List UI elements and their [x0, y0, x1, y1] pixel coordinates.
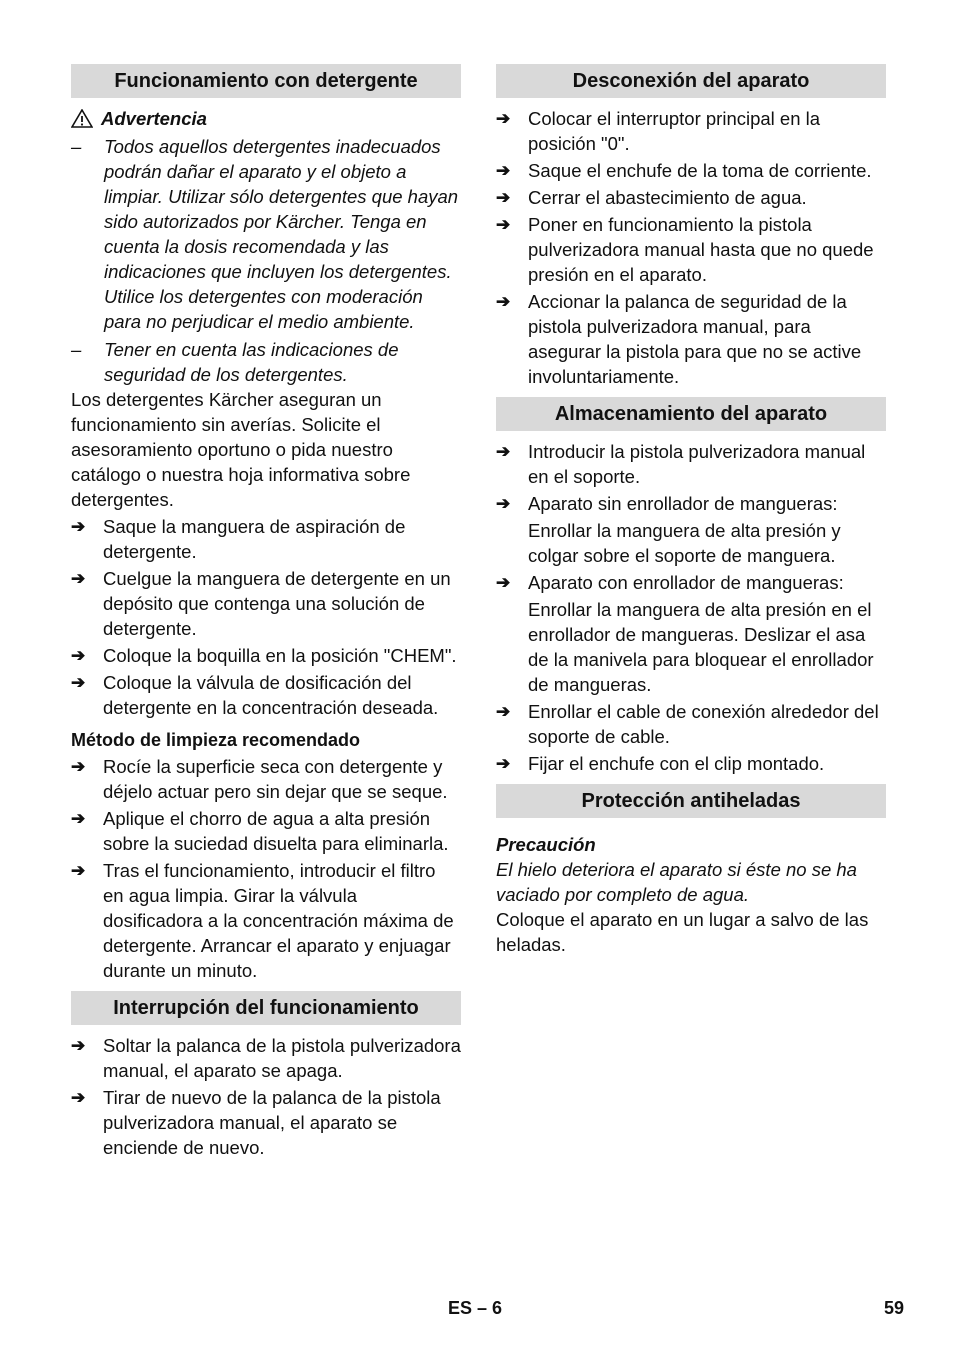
step-item: ➔ Coloque la válvula de dosificación del detergente en la concentración deseada. — [71, 672, 439, 718]
step-item: ➔ Fijar el enchufe con el clip montado. — [496, 753, 825, 774]
step-item: ➔ Rocíe la superficie seca con detergente y déjelo actuar pero sin dejar que se seque. — [71, 756, 448, 802]
precaution-heading: Precaución — [496, 834, 596, 855]
section-heading-detergent: Funcionamiento con detergente — [71, 64, 461, 98]
step-item: ➔ Aparato sin enrollador de mangueras: Enrollar la manguera de alta presión y colgar sobre el soporte de manguera. — [496, 493, 841, 566]
arrow-right-icon: ➔ — [496, 573, 511, 592]
arrow-right-icon: ➔ — [71, 1036, 86, 1055]
arrow-right-icon: ➔ — [71, 569, 86, 588]
step-item: ➔ Saque la manguera de aspiración de detergente. — [71, 516, 406, 562]
step-item: ➔ Coloque la boquilla en la posición "CHEM". — [71, 645, 457, 666]
arrow-right-icon: ➔ — [71, 757, 86, 776]
method-subheading: Método de limpieza recomendado — [71, 730, 361, 750]
arrow-right-icon: ➔ — [496, 215, 511, 234]
arrow-right-icon: ➔ — [71, 517, 86, 536]
step-item: ➔ Tirar de nuevo de la palanca de la pistola pulverizadora manual, el aparato se enciende de nuevo. — [71, 1087, 441, 1158]
step-item: ➔ Enrollar el cable de conexión alrededor del soporte de cable. — [496, 701, 879, 747]
arrow-right-icon: ➔ — [496, 442, 511, 461]
arrow-right-icon: ➔ — [496, 161, 511, 180]
arrow-right-icon: ➔ — [71, 1088, 86, 1107]
footer-language-page: ES – 6 — [448, 1298, 503, 1318]
right-column — [496, 64, 886, 957]
section-heading-shutdown: Desconexión del aparato — [496, 64, 886, 98]
section-heading-storage: Almacenamiento del aparato — [496, 397, 886, 431]
warning-item: – Todos aquellos detergentes inadecuados podrán dañar el aparato y el objeto a limpiar. Utilizar sólo detergentes que hayan sido autorizados por Kärcher. Tenga en cuenta la dosis recomendada y las indicaciones que incluyen los detergentes. Utilice los detergentes con moderación para no perjudicar el medio ambiente. — [71, 136, 459, 332]
warning-item: – Tener en cuenta las indicaciones de seguridad de los detergentes. — [71, 339, 399, 385]
step-item: ➔ Cerrar el abastecimiento de agua. — [496, 187, 807, 208]
left-column — [71, 64, 461, 1160]
frost-paragraph: Coloque el aparato en un lugar a salvo de las heladas. — [496, 909, 869, 955]
section-heading-frost: Protección antiheladas — [496, 784, 886, 818]
step-item: ➔ Aparato con enrollador de mangueras: Enrollar la manguera de alta presión en el enrollador de mangueras. Deslizar el asa de la manivela para bloquear el enrollador de mangueras. — [496, 572, 874, 695]
arrow-right-icon: ➔ — [496, 702, 511, 721]
step-item: ➔ Colocar el interruptor principal en la posición "0". — [496, 108, 821, 154]
warning-heading — [71, 106, 461, 131]
arrow-right-icon: ➔ — [496, 754, 511, 773]
section-heading-interruption: Interrupción del funcionamiento — [71, 991, 461, 1025]
step-item: ➔ Aplique el chorro de agua a alta presión sobre la suciedad disuelta para eliminarla. — [71, 808, 449, 854]
arrow-right-icon: ➔ — [71, 673, 86, 692]
arrow-right-icon: ➔ — [71, 861, 86, 880]
step-item: ➔ Poner en funcionamiento la pistola pulverizadora manual hasta que no quede presión en el aparato. — [496, 214, 874, 285]
step-item: ➔ Cuelgue la manguera de detergente en un depósito que contenga una solución de detergente. — [71, 568, 451, 639]
warning-triangle-icon — [71, 109, 93, 128]
arrow-right-icon: ➔ — [71, 646, 86, 665]
arrow-right-icon: ➔ — [71, 809, 86, 828]
step-item: ➔ Saque el enchufe de la toma de corriente. — [496, 160, 872, 181]
detergent-intro-paragraph: Los detergentes Kärcher aseguran un funcionamiento sin averías. Solicite el asesoramiento oportuno o pida nuestro catálogo o nuestra hoja informativa sobre detergentes. — [71, 389, 411, 510]
step-item: ➔ Tras el funcionamiento, introducir el filtro en agua limpia. Girar la válvula dosificadora a la concentración máxima de detergente. Arrancar el aparato y enjuagar durante un minuto. — [71, 860, 454, 981]
arrow-right-icon: ➔ — [496, 188, 511, 207]
arrow-right-icon: ➔ — [496, 292, 511, 311]
footer-page-number: 59 — [884, 1298, 905, 1318]
step-item: ➔ Introducir la pistola pulverizadora manual en el soporte. — [496, 441, 866, 487]
step-item: ➔ Accionar la palanca de seguridad de la pistola pulverizadora manual, para asegurar la pistola para que no se active involuntariamente. — [496, 291, 862, 387]
warning-title: Advertencia — [101, 108, 207, 129]
arrow-right-icon: ➔ — [496, 109, 511, 128]
step-item: ➔ Soltar la palanca de la pistola pulverizadora manual, el aparato se apaga. — [71, 1035, 461, 1081]
arrow-right-icon: ➔ — [496, 494, 511, 513]
precaution-text: El hielo deteriora el aparato si éste no se ha vaciado por completo de agua. — [496, 859, 857, 905]
